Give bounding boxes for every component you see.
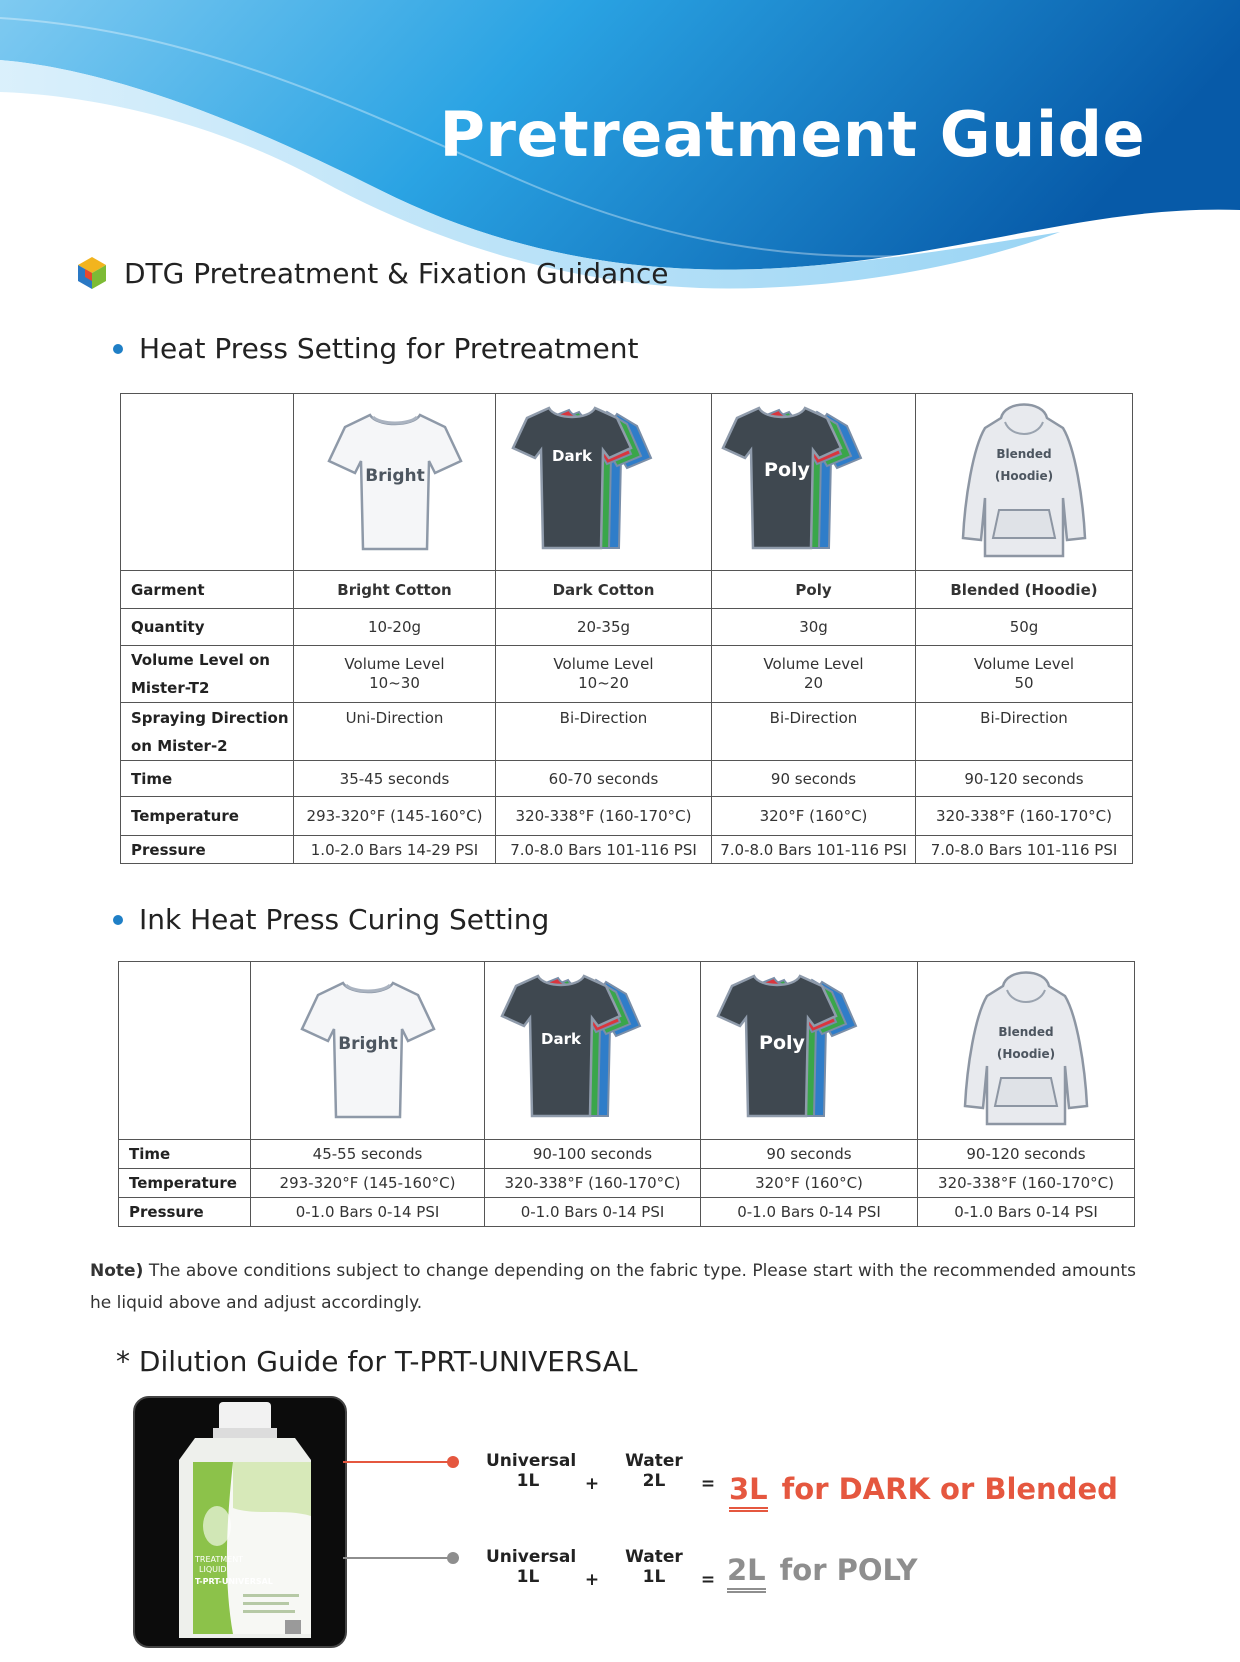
table-cell [916, 646, 1133, 703]
row-label [121, 646, 294, 703]
garment-image-cell [485, 962, 701, 1140]
plus-sign: + [584, 1570, 600, 1590]
table-row [121, 797, 1133, 836]
section-heading [74, 255, 669, 291]
hoodie-icon [959, 398, 1089, 563]
table-cell: 7.0-8.0 Bars 101-116 PSI [712, 836, 916, 864]
result-text: for DARK or Blended [781, 1472, 1118, 1506]
table-cell: 320-338°F (160-170°C) [916, 797, 1133, 836]
formula-ingredient-a [486, 1451, 577, 1491]
row-label: Temperature [119, 1169, 251, 1198]
table-cell: 45-55 seconds [251, 1140, 485, 1169]
pretreatment-table [120, 393, 1133, 864]
table-cell: 320°F (160°C) [701, 1169, 918, 1198]
table-cell: 320-338°F (160-170°C) [496, 797, 712, 836]
table-cell: Bright Cotton [294, 571, 496, 609]
ingredient-qty: 1L [516, 1471, 540, 1491]
dilution-result-dark [729, 1472, 1118, 1512]
row-label: Time [119, 1140, 251, 1169]
garment-image-cell [251, 962, 485, 1140]
table-row [121, 836, 1133, 864]
hoodie-icon [961, 966, 1091, 1131]
ingredient-qty: 1L [642, 1567, 666, 1587]
table-cell [496, 646, 712, 703]
table-cell: 50g [916, 609, 1133, 646]
image-label: Blended [998, 1025, 1054, 1039]
table-cell: Bi-Direction [916, 703, 1133, 761]
table-row [119, 1169, 1135, 1198]
formula-ingredient-a [486, 1547, 577, 1587]
row-label: Pressure [119, 1198, 251, 1227]
table-cell: 320-338°F (160-170°C) [485, 1169, 701, 1198]
formula-ingredient-b [614, 1451, 694, 1491]
garment-image-cell [496, 394, 712, 571]
table-cell: 0-1.0 Bars 0-14 PSI [485, 1198, 701, 1227]
table-cell: 30g [712, 609, 916, 646]
cell-line: 10~20 [578, 674, 629, 692]
table-row [121, 609, 1133, 646]
formula-ingredient-b [614, 1547, 694, 1587]
cell-line: Volume Level [344, 655, 445, 673]
image-label: Bright [337, 1034, 398, 1054]
connector-dot-dark [447, 1456, 459, 1468]
table-cell: 90-120 seconds [918, 1140, 1135, 1169]
poly-tshirt-stack-icon [719, 398, 909, 563]
bullet-icon [113, 915, 123, 925]
image-label: Dark [551, 446, 592, 465]
result-text: for POLY [779, 1553, 918, 1587]
table-cell: 35-45 seconds [294, 761, 496, 797]
row-label: Temperature [121, 797, 294, 836]
row-label: Time [121, 761, 294, 797]
table-cell: 293-320°F (145-160°C) [294, 797, 496, 836]
bottle-icon [135, 1398, 345, 1646]
section-heading-text: DTG Pretreatment & Fixation Guidance [124, 256, 669, 290]
ingredient-name: Water [625, 1451, 683, 1471]
image-label: Poly [759, 1032, 805, 1054]
equals-sign: = [700, 1570, 716, 1590]
bright-tshirt-icon [298, 971, 438, 1126]
image-label: Dark [540, 1030, 581, 1048]
table-cell: Blended (Hoodie) [916, 571, 1133, 609]
note-text: The above conditions subject to change depending on the fabric type. Please start with the recommended amounts he liquid above and adjust accordingly. [90, 1261, 1137, 1313]
bright-tshirt-icon [325, 403, 465, 558]
poly-tshirt-stack-icon [714, 966, 904, 1131]
table-cell: 0-1.0 Bars 0-14 PSI [918, 1198, 1135, 1227]
cell-line: Volume Level [973, 655, 1075, 673]
row-label-line: Volume Level on [131, 651, 270, 669]
cell-line: 10~30 [369, 674, 420, 692]
table-cell: 293-320°F (145-160°C) [251, 1169, 485, 1198]
bottle-label-line: LIQUID [199, 1565, 227, 1574]
plus-sign: + [584, 1474, 600, 1494]
table-cell: Bi-Direction [712, 703, 916, 761]
table-cell: 0-1.0 Bars 0-14 PSI [251, 1198, 485, 1227]
table-cell: Uni-Direction [294, 703, 496, 761]
table-cell: 320°F (160°C) [712, 797, 916, 836]
garment-image-cell [701, 962, 918, 1140]
ingredient-name: Water [625, 1547, 683, 1567]
pretreatment-heading [113, 332, 638, 365]
result-amount: 2L [727, 1553, 766, 1593]
ingredient-qty: 1L [516, 1567, 540, 1587]
dilution-result-poly [727, 1553, 917, 1593]
result-amount: 3L [729, 1472, 768, 1512]
table-row [121, 703, 1133, 761]
table-cell: 90 seconds [701, 1140, 918, 1169]
cube-icon [74, 255, 110, 291]
row-label: Pressure [121, 836, 294, 864]
pretreatment-heading-text: Heat Press Setting for Pretreatment [139, 332, 639, 365]
row-label [121, 703, 294, 761]
cell-line: Volume Level [763, 655, 864, 673]
table-row [121, 571, 1133, 609]
table-cell: Bi-Direction [496, 703, 712, 761]
dilution-title: * Dilution Guide for T-PRT-UNIVERSAL [116, 1345, 638, 1378]
row-label-line: Mister-T2 [131, 679, 210, 697]
curing-heading [113, 903, 549, 936]
table-cell: 0-1.0 Bars 0-14 PSI [701, 1198, 918, 1227]
table-cell [294, 646, 496, 703]
table-row [119, 1198, 1135, 1227]
row-label-line: on Mister-2 [131, 736, 228, 755]
table-row [121, 646, 1133, 703]
ingredient-qty: 2L [642, 1471, 666, 1491]
row-label: Quantity [121, 609, 294, 646]
bullet-icon [113, 344, 123, 354]
dark-tshirt-stack-icon [498, 966, 688, 1131]
table-cell: 7.0-8.0 Bars 101-116 PSI [916, 836, 1133, 864]
garment-image-cell [916, 394, 1133, 571]
row-label: Garment [121, 571, 294, 609]
cell-line: 50 [1014, 674, 1034, 692]
garment-image-cell [712, 394, 916, 571]
equals-sign: = [700, 1474, 716, 1494]
image-label: (Hoodie) [996, 1047, 1056, 1061]
garment-image-cell [918, 962, 1135, 1140]
note-prefix: Note) [90, 1261, 144, 1281]
bottle-label-line: TREATMENT [195, 1555, 244, 1564]
table-cell: 90-100 seconds [485, 1140, 701, 1169]
ingredient-name: Universal [486, 1547, 577, 1567]
row-label-line: Spraying Direction [131, 708, 289, 727]
table-cell: 20-35g [496, 609, 712, 646]
garment-image-cell [294, 394, 496, 571]
image-row [121, 394, 1133, 571]
image-label: Bright [364, 465, 425, 486]
empty-corner-cell [119, 962, 251, 1140]
empty-corner-cell [121, 394, 294, 571]
bottle-label-brand: T-PRT-UNIVERSAL [195, 1577, 273, 1586]
connector-lines [343, 1450, 463, 1570]
table-cell: Dark Cotton [496, 571, 712, 609]
table-cell: 7.0-8.0 Bars 101-116 PSI [496, 836, 712, 864]
image-label: (Hoodie) [994, 468, 1054, 483]
connector-dot-poly [447, 1552, 459, 1564]
image-label: Blended [996, 446, 1052, 461]
ingredient-name: Universal [486, 1451, 577, 1471]
table-row [119, 1140, 1135, 1169]
curing-table [118, 961, 1135, 1227]
table-cell: 320-338°F (160-170°C) [918, 1169, 1135, 1198]
cell-line: Volume Level [553, 655, 654, 673]
table-cell: 10-20g [294, 609, 496, 646]
table-row [121, 761, 1133, 797]
note-paragraph [90, 1255, 1136, 1319]
table-cell: 90-120 seconds [916, 761, 1133, 797]
image-label: Poly [763, 458, 810, 481]
dark-tshirt-stack-icon [509, 398, 699, 563]
cell-line: 20 [803, 674, 824, 692]
image-row [119, 962, 1135, 1140]
product-bottle-image [133, 1396, 347, 1648]
page-title: Pretreatment Guide [439, 98, 1145, 171]
table-cell: 60-70 seconds [496, 761, 712, 797]
table-cell: Poly [712, 571, 916, 609]
table-cell: 1.0-2.0 Bars 14-29 PSI [294, 836, 496, 864]
table-cell: 90 seconds [712, 761, 916, 797]
table-cell [712, 646, 916, 703]
curing-heading-text: Ink Heat Press Curing Setting [139, 903, 550, 936]
